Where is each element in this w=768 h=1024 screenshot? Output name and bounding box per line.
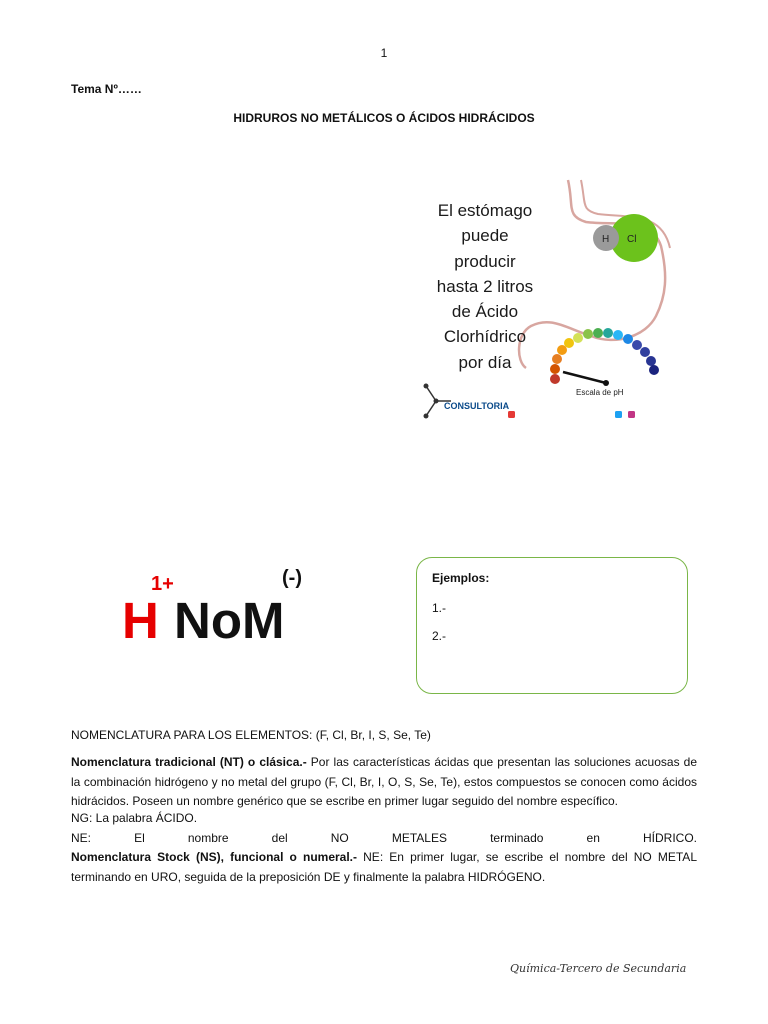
ne-word: El	[134, 831, 145, 845]
ne-word: terminado	[490, 831, 544, 845]
examples-title: Ejemplos:	[432, 571, 490, 585]
examples-box	[416, 557, 688, 694]
chlorine-label: Cl	[627, 234, 637, 245]
ng-line: NG: La palabra ÁCIDO.	[71, 811, 198, 825]
instagram-icon	[628, 411, 635, 418]
infographic-text	[416, 198, 554, 375]
nonmetal-symbol: NoM	[174, 592, 285, 649]
twitter-icon	[615, 411, 622, 418]
ns-paragraph	[71, 848, 697, 887]
ne-word: en	[586, 831, 600, 845]
ne-word: METALES	[391, 831, 447, 845]
brand-logo	[424, 384, 510, 419]
nt-paragraph	[71, 753, 697, 812]
ne-word: NE:	[71, 831, 92, 845]
example-item: 2.-	[432, 629, 447, 643]
ph-needle-pivot	[603, 380, 609, 386]
ph-scale-label: Escala de pH	[576, 388, 624, 397]
infographic-line: puede	[461, 226, 509, 246]
nomenclature-heading: NOMENCLATURA PARA LOS ELEMENTOS: (F, Cl, Br, I, S, Se, Te)	[71, 728, 431, 742]
ne-word: nombre	[187, 831, 229, 845]
nt-title: Nomenclatura tradicional (NT) o clásica.-	[71, 755, 307, 769]
ns-text: NE: En primer lugar, se escribe el nombre del NO METAL terminando en URO, seguida de la preposición DE y finalmente la palabra HIDRÓGENO.	[71, 850, 697, 884]
example-item: 1.-	[432, 601, 447, 615]
page-footer: Química-Tercero de Secundaria	[510, 962, 687, 975]
stomach-infographic	[416, 176, 674, 430]
page-number: 1	[380, 46, 388, 60]
infographic-line: de Ácido	[451, 302, 519, 322]
infographic-line: Clorhídrico	[443, 327, 527, 347]
hydrogen-symbol: H	[122, 592, 159, 649]
infographic-line: hasta 2 litros	[436, 276, 534, 296]
nt-text: Por las características ácidas que presentan las soluciones acuosas de la combinación hidrógeno y no metal del grupo (F, Cl, Br, I, O, S, Se, Te), estos compuestos se conocen como ácidos hidrácidos. Poseen un nombre genérico que se escribe en primer lugar seguido del nombre específico.	[71, 755, 697, 808]
ph-needle	[563, 372, 606, 383]
youtube-icon	[508, 411, 515, 418]
brand-name: CONSULTORIA	[444, 401, 510, 411]
infographic-line: El estómago	[437, 201, 533, 220]
ne-word: NO	[330, 831, 349, 845]
page-title: HIDRUROS NO METÁLICOS O ÁCIDOS HIDRÁCIDOS	[233, 111, 535, 125]
infographic-line: producir	[454, 251, 516, 271]
ph-scale-dots	[550, 328, 659, 384]
ne-word: HÍDRICO.	[643, 831, 697, 845]
hydrogen-charge: 1+	[151, 573, 174, 595]
infographic-line: por día	[458, 352, 512, 372]
ne-word: del	[271, 831, 288, 845]
nonmetal-charge: (-)	[282, 567, 302, 589]
ns-title: Nomenclatura Stock (NS), funcional o numeral.-	[71, 850, 358, 864]
topic-number: Tema Nº……	[71, 82, 142, 96]
hydrogen-label: H	[602, 234, 610, 245]
ne-line	[71, 829, 697, 849]
general-formula	[120, 565, 320, 665]
